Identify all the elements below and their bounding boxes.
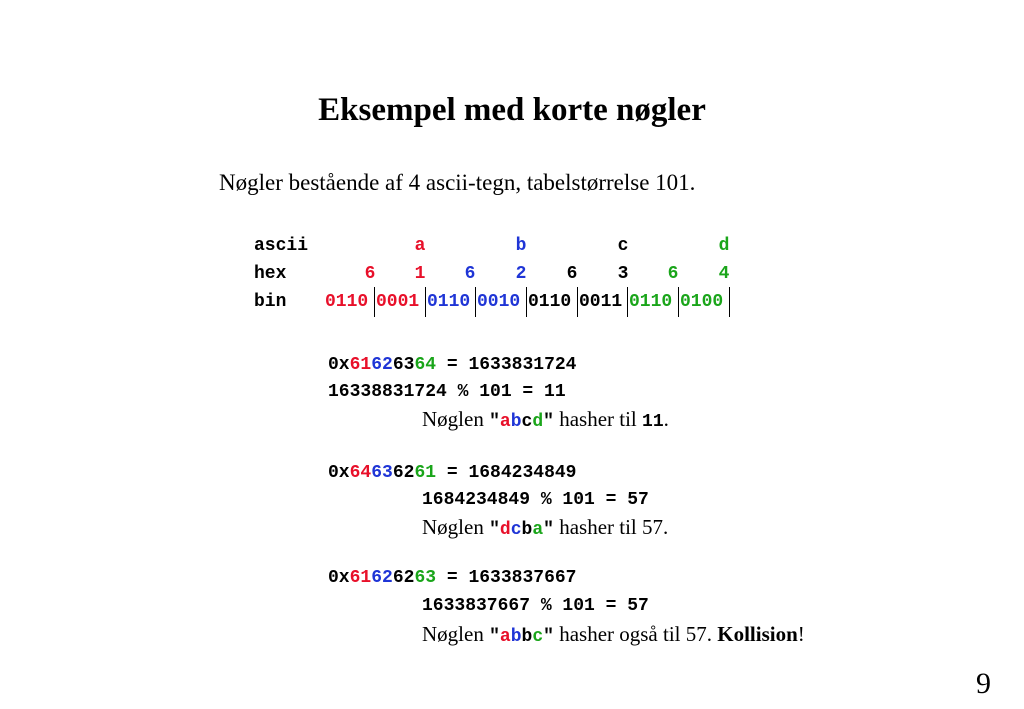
note-text: Nøglen [422, 515, 490, 539]
hex-cell: 3 [617, 264, 629, 284]
row-label-hex: hex [254, 264, 287, 284]
ascii-cell: c [617, 236, 629, 256]
key-char: d [499, 520, 511, 540]
key-char: b [521, 520, 533, 540]
hex-cell: 6 [364, 264, 376, 284]
key-string: "dcba" [489, 520, 554, 540]
note-text: . [663, 407, 669, 431]
mod-line: 16338831724 % 101 = 11 [328, 382, 566, 402]
hex-prefix: 0x [328, 355, 350, 375]
hex-prefix: 0x [328, 463, 350, 483]
byte-separator [425, 287, 426, 317]
nibble-separator [475, 287, 476, 317]
hex-cell: 2 [515, 264, 527, 284]
hex-part: 63 [414, 568, 437, 588]
hex-part: 62 [371, 355, 393, 375]
hex-part: 62 [392, 568, 415, 588]
hash-note [422, 622, 805, 647]
hex-part: 62 [392, 463, 415, 483]
hash-note [422, 515, 668, 540]
hash-value: 57 [642, 515, 664, 539]
hex-line [328, 463, 576, 483]
ascii-cell: a [414, 236, 426, 256]
nibble-separator [678, 287, 679, 317]
note-text: hasher til [553, 515, 643, 539]
hex-cell: 6 [667, 264, 679, 284]
hex-result: = 1633837667 [436, 568, 577, 588]
note-text: ! [797, 622, 805, 646]
key-char: b [521, 627, 533, 647]
note-text: hasher til [553, 407, 643, 431]
mod-line: 1633837667 % 101 = 57 [422, 596, 649, 616]
key-char: d [532, 412, 544, 432]
note-text: hasher også til [553, 622, 686, 646]
hex-part: 62 [371, 568, 393, 588]
note-text: Nøglen [422, 407, 490, 431]
note-text: . [663, 515, 669, 539]
key-char: a [499, 627, 511, 647]
key-char: b [510, 627, 522, 647]
slide-subtitle: Nøgler bestående af 4 ascii-tegn, tabelstørrelse 101. [219, 170, 696, 195]
bin-cell: 0110 [528, 292, 572, 312]
hex-cell: 1 [414, 264, 426, 284]
bin-cell: 0001 [376, 292, 420, 312]
key-string: "abbc" [489, 627, 554, 647]
collision-label: Kollision [717, 622, 798, 646]
hash-note [422, 407, 669, 432]
hex-result: = 1684234849 [436, 463, 577, 483]
hex-line [328, 568, 576, 588]
bin-cell: 0011 [579, 292, 623, 312]
hash-value: 11 [642, 412, 664, 432]
key-char: a [532, 520, 544, 540]
bin-cell: 0110 [325, 292, 369, 312]
row-label-ascii: ascii [254, 236, 309, 256]
hex-part: 63 [392, 355, 415, 375]
byte-separator [627, 287, 628, 317]
mod-line: 1684234849 % 101 = 57 [422, 490, 649, 510]
hex-part: 64 [349, 463, 372, 483]
key-char: c [532, 627, 544, 647]
byte-separator [526, 287, 527, 317]
row-label-bin: bin [254, 292, 287, 312]
hex-part: 61 [349, 568, 372, 588]
hex-cell: 6 [566, 264, 578, 284]
hex-line [328, 355, 576, 375]
slide-title: Eksempel med korte nøgler [318, 92, 706, 128]
key-char: c [521, 412, 533, 432]
key-char: b [510, 412, 522, 432]
byte-separator [729, 287, 730, 317]
nibble-separator [577, 287, 578, 317]
note-text: Nøglen [422, 622, 490, 646]
nibble-separator [374, 287, 375, 317]
bin-cell: 0110 [427, 292, 471, 312]
note-text: . [706, 622, 718, 646]
hex-cell: 4 [718, 264, 730, 284]
hex-part: 61 [414, 463, 437, 483]
bin-cell: 0100 [680, 292, 724, 312]
ascii-cell: b [515, 236, 527, 256]
key-char: c [510, 520, 522, 540]
hex-part: 64 [414, 355, 437, 375]
bin-cell: 0110 [629, 292, 673, 312]
bin-cell: 0010 [477, 292, 521, 312]
hex-result: = 1633831724 [436, 355, 577, 375]
hex-part: 61 [349, 355, 372, 375]
key-string: "abcd" [489, 412, 554, 432]
hex-part: 63 [371, 463, 393, 483]
hex-cell: 6 [464, 264, 476, 284]
hash-value: 57 [685, 622, 707, 646]
page-number: 9 [976, 667, 991, 700]
key-char: a [499, 412, 511, 432]
hex-prefix: 0x [328, 568, 350, 588]
ascii-cell: d [718, 236, 730, 256]
